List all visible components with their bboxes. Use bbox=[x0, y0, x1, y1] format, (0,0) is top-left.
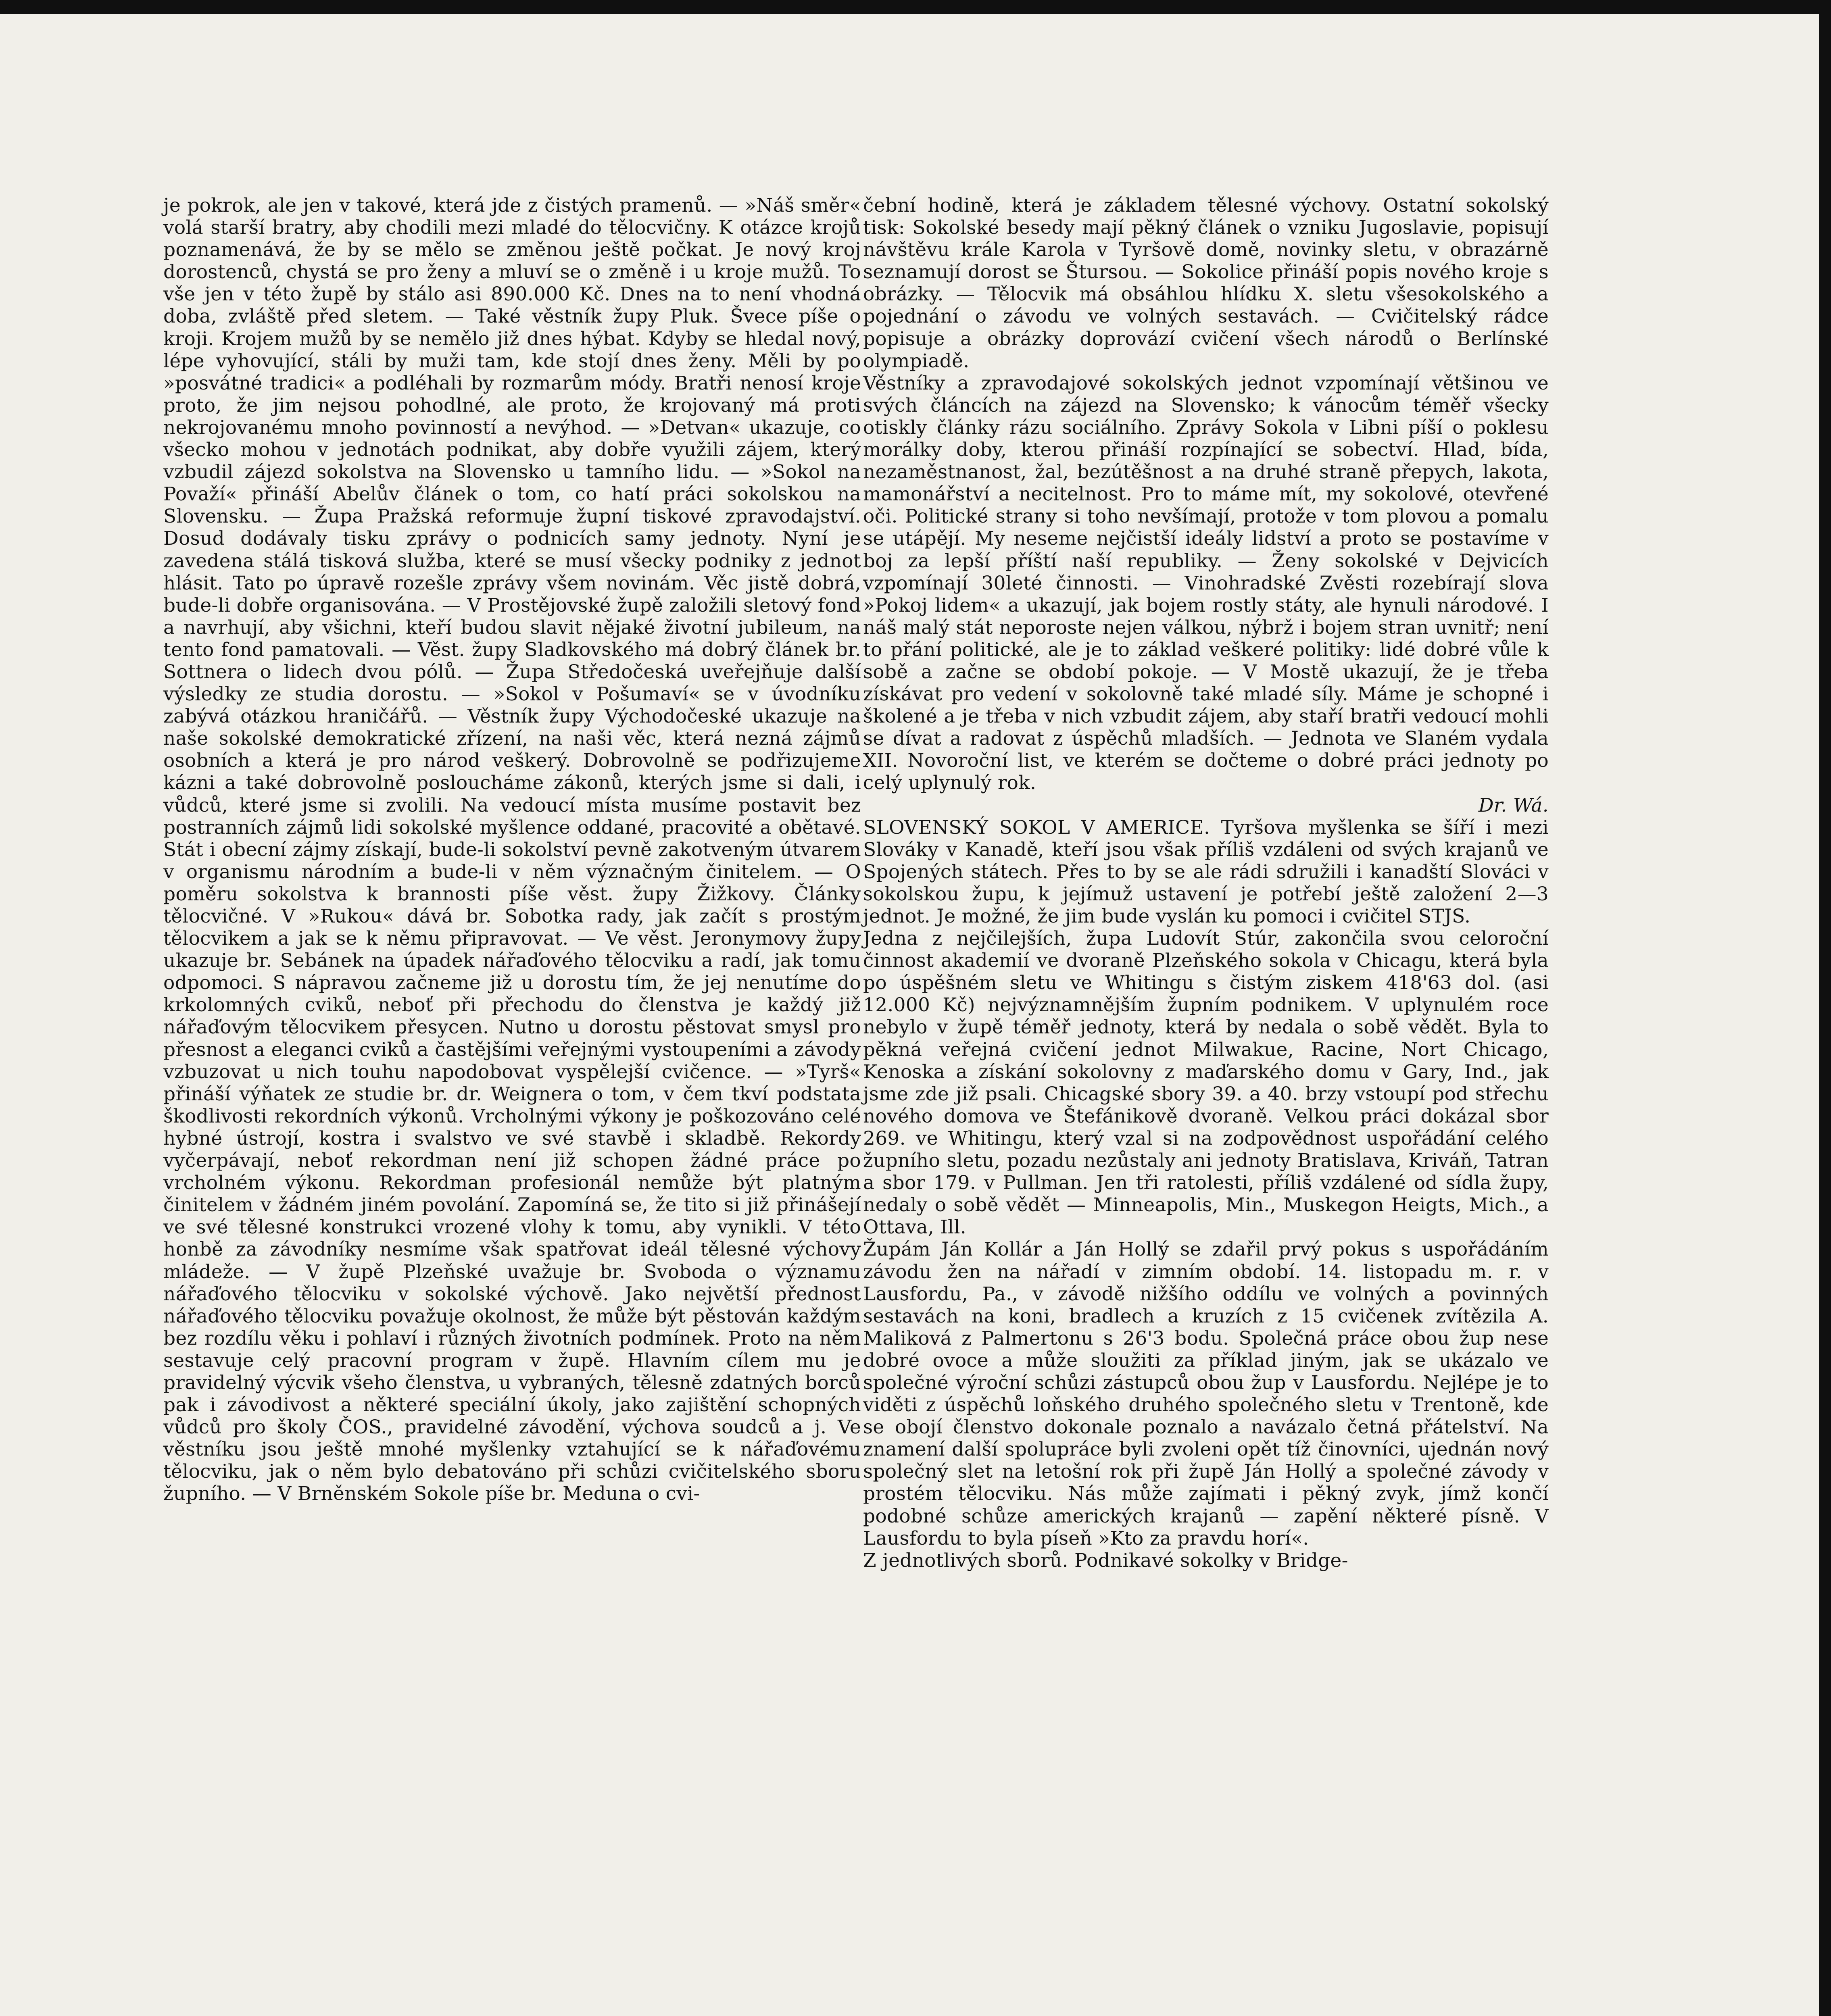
right-paragraph-1: čební hodině, která je základem tělesné výchovy. Ostatní sokolský tisk: Sokolské besedy mají pěkný článek o vzniku Jugoslavie, popisují návštěvu krále Karola v Tyršově domě, novinky sletu, v obrazárně seznamují dorost se Štursou. — Sokolice přináší popis nového kroje s obrázky. — Tělocvik má obsáhlou hlídku X. sletu všesokolského a pojednání o závodu ve volných sestavách. — Cvičitelský rádce popisuje a obrázky doprovází cvičení všech národů o Berlínské olympiadě. bbox=[863, 194, 1549, 372]
left-text-column bbox=[163, 194, 861, 1505]
right-text-column bbox=[863, 194, 1549, 1572]
scan-border-right bbox=[1819, 0, 1831, 2016]
right-paragraph-6: Z jednotlivých sborů. Podnikavé sokolky v Bridge- bbox=[863, 1549, 1348, 1572]
right-paragraph-5: Župám Ján Kollár a Ján Hollý se zdařil prvý pokus s uspořádáním závodu žen na nářadí v zimním období. 14. listopadu m. r. v Lausfordu, Pa., v závodě nižšího oddílu ve volných a povinných sestavách na koni, bradlech a kruzích z 15 cvičenek zvítězila A. Maliková z Palmertonu s 26'3 bodu. Společná práce obou žup nese dobré ovoce a může sloužiti za příklad jiným, jak se ukázalo ve společné výroční schůzi zástupců obou žup v Lausfordu. Nejlépe je to viděti z úspěchů loňského druhého společného sletu v Trentoně, kde se obojí členstvo dokonale poznalo a navázalo četná přátelství. Na znamení další spolupráce byli zvoleni opět tíž činovníci, ujednán nový společný slet na letošní rok při župě Ján Hollý a společné závody v prostém tělocviku. Nás může zajímati i pěkný zvyk, jímž končí podobné schůze amerických krajanů — zapění některé písně. V Lausfordu to byla píseň »Kto za pravdu horí«. bbox=[863, 1238, 1549, 1549]
scan-border-top bbox=[0, 0, 1831, 14]
right-paragraph-2: Věstníky a zpravodajové sokolských jednot vzpomínají většinou ve svých článcích na zájezd na Slovensko; k vánocům téměř všecky otiskly články rázu sociálního. Zprávy Sokola v Libni píší o poklesu morálky doby, kterou přináší rozpínající se sobectví. Hlad, bída, nezaměstnanost, žal, bezútěšnost a na druhé straně přepych, lakota, mamonářství a necitelnost. Pro to máme mít, my sokolové, otevřené oči. Politické strany si toho nevšímají, protože v tom plovou a pomalu se utápějí. My neseme nejčistší ideály lidství a proto se postavíme v boj za lepší příští naší republiky. — Ženy sokolské v Dejvicích vzpomínají 30leté činnosti. — Vinohradské Zvěsti rozebírají slova »Pokoj lidem« a ukazují, jak bojem rostly státy, ale hynuli národové. I náš malý stát neporoste nejen válkou, nýbrž i bojem stran uvnitř; není to přání politické, ale je to základ veškeré politiky: lidé dobré vůle k sobě a začne se období pokoje. — V Mostě ukazují, že je třeba získávat pro vedení v sokolovně také mladé síly. Máme je schopné i školené a je třeba v nich vzbudit zájem, aby staří bratři vedoucí mohli se dívat a radovat z úspěchů mladších. — Jednota ve Slaném vydala XII. Novoroční list, ve kterém se dočteme o dobré práci jednoty po celý uplynulý rok. bbox=[863, 372, 1549, 794]
right-paragraph-3: SLOVENSKÝ SOKOL V AMERICE. Tyršova myšlenka se šíří i mezi Slováky v Kanadě, kteří jsou však příliš vzdáleni od svých krajanů ve Spojených státech. Přes to by se ale rádi sdružili i kanadští Slováci v sokolskou župu, k jejímuž ustavení je potřebí ještě založení 2—3 jednot. Je možné, že jim bude vyslán ku pomoci i cvičitel STJS. bbox=[863, 816, 1549, 927]
right-paragraph-4: Jedna z nejčilejších, župa Ludovít Stúr, zakončila svou celoroční činnost akademií ve dvoraně Plzeňského sokola v Chicagu, která byla po úspěšném sletu ve Whitingu s čistým ziskem 418'63 dol. (asi 12.000 Kč) nejvýznamnějším župním podnikem. V uplynulém roce nebylo v župě téměř jednoty, která by nedala o sobě vědět. Byla to pěkná veřejná cvičení jednot Milwakue, Racine, Nort Chicago, Kenoska a získání sokolovny z maďarského domu v Gary, Ind., jak jsme zde již psali. Chicagské sbory 39. a 40. brzy vstoupí pod střechu nového domova ve Štefánikově dvoraně. Velkou práci dokázal sbor 269. ve Whitingu, který vzal si na zodpovědnost uspořádání celého župního sletu, pozadu nezůstaly ani jednoty Bratislava, Kriváň, Tatran a sbor 179. v Pullman. Jen tři ratolesti, příliš vzdálené od sídla župy, nedaly o sobě vědět — Minneapolis, Min., Muskegon Heigts, Mich., a Ottava, Ill. bbox=[863, 927, 1549, 1239]
left-paragraph-1: je pokrok, ale jen v takové, která jde z čistých pramenů. — »Náš směr« volá starší bratry, aby chodili mezi mladé do tělocvičny. K otázce krojů poznamenává, že by se mělo se změnou ještě počkat. Je nový kroj dorostenců, chystá se pro ženy a mluví se o změně i u kroje mužů. To vše jen v této župě by stálo asi 890.000 Kč. Dnes na to není vhodná doba, zvláště před sletem. — Také věstník župy Pluk. Švece píše o kroji. Krojem mužů by se nemělo již dnes hýbat. Kdyby se hledal nový, lépe vyhovující, stáli by muži tam, kde stojí dnes ženy. Měli by po »posvátné tradici« a podléhali by rozmarům módy. Bratři nenosí kroje proto, že jim nejsou pohodlné, ale proto, že krojovaný má proti nekrojovanému mnoho povinností a nevýhod. — »Detvan« ukazuje, co všecko mohou v jednotách podnikat, aby dobře využili zájem, který vzbudil zájezd sokolstva na Slovensko u tamního lidu. — »Sokol na Považí« přináší Abelův článek o tom, co hatí práci sokolskou na Slovensku. — Župa Pražská reformuje župní tiskové zpravodajství. Dosud dodávaly tisku zprávy o podnicích samy jednoty. Nyní je zavedena stálá tisková služba, které se musí všecky podniky z jednot hlásit. Tato po úpravě rozešle zprávy všem novinám. Věc jistě dobrá, bude-li dobře organisována. — V Prostějovské župě založili sletový fond a navrhují, aby všichni, kteří budou slavit nějaké životní jubileum, na tento fond pamatovali. — Věst. župy Sladkovského má dobrý článek br. Sottnera o lidech dvou pólů. — Župa Středočeská uveřejňuje další výsledky ze studia dorostu. — »Sokol v Pošumaví« se v úvodníku zabývá otázkou hraničářů. — Věstník župy Východočeské ukazuje na naše sokolské demokratické zřízení, na naši věc, která nezná zájmů osobních a která je pro národ veškerý. Dobrovolně se podřizujeme kázni a také dobrovolně posloucháme zákonů, kterých jsme si dali, i vůdců, které jsme si zvolili. Na vedoucí místa musíme postavit bez postranních zájmů lidi sokolské myšlence oddané, pracovité a obětavé. Stát i obecní zájmy získají, bude-li sokolství pevně zakotveným útvarem v organismu národním a bude-li v něm význačným činitelem. — O poměru sokolstva k brannosti píše věst. župy Žižkovy. Články tělocvičné. V »Rukou« dává br. Sobotka rady, jak začít s prostým tělocvikem a jak se k němu připravovat. — Ve věst. Jeronymovy župy ukazuje br. Sebánek na úpadek nářaďového tělocviku a radí, jak tomu odpomoci. S nápravou začneme již u dorostu tím, že jej nenutíme do krkolomných cviků, neboť při přechodu do členstva je každý již nářaďovým tělocvikem přesycen. Nutno u dorostu pěstovat smysl pro přesnost a eleganci cviků a častějšími veřejnými vystoupeními a závody vzbuzovat u nich touhu napodobovat vyspělejší cvičence. — »Tyrš« přináší výňatek ze studie br. dr. Weignera o tom, v čem tkví podstata škodlivosti rekordních výkonů. Vrcholnými výkony je poškozováno celé hybné ústrojí, kostra i svalstvo ve své stavbě i skladbě. Rekordy vyčerpávají, neboť rekordman není již schopen žádné práce po vrcholném výkonu. Rekordman profesionál nemůže být platným činitelem v žádném jiném povolání. Zapomíná se, že tito si již přinášejí ve své tělesné konstrukci vrozené vlohy k tomu, aby vynikli. V této honbě za závodníky nesmíme však spatřovat ideál tělesné výchovy mládeže. — V župě Plzeňské uvažuje br. Svoboda o významu nářaďového tělocviku v sokolské výchově. Jako největší přednost nářaďového tělocviku považuje okolnost, že může být pěstován každým bez rozdílu věku i pohlaví i různých životních podmínek. Proto na něm sestavuje celý pracovní program v župě. Hlavním cílem mu je pravidelný výcvik všeho členstva, u vybraných, tělesně zdatných borců pak i závodivost a některé speciální úkoly, jako zajištění schopných vůdců pro školy ČOS., pravidelné závodění, výchova soudců a j. Ve věstníku jsou ještě mnohé myšlenky vztahující se k nářaďovému tělocviku, jak o něm bylo debatováno při schůzi cvičitelského sboru župního. — V Brněnském Sokole píše br. Meduna o cvi- bbox=[163, 194, 861, 1505]
right-signature: Dr. Wá. bbox=[1478, 794, 1549, 816]
